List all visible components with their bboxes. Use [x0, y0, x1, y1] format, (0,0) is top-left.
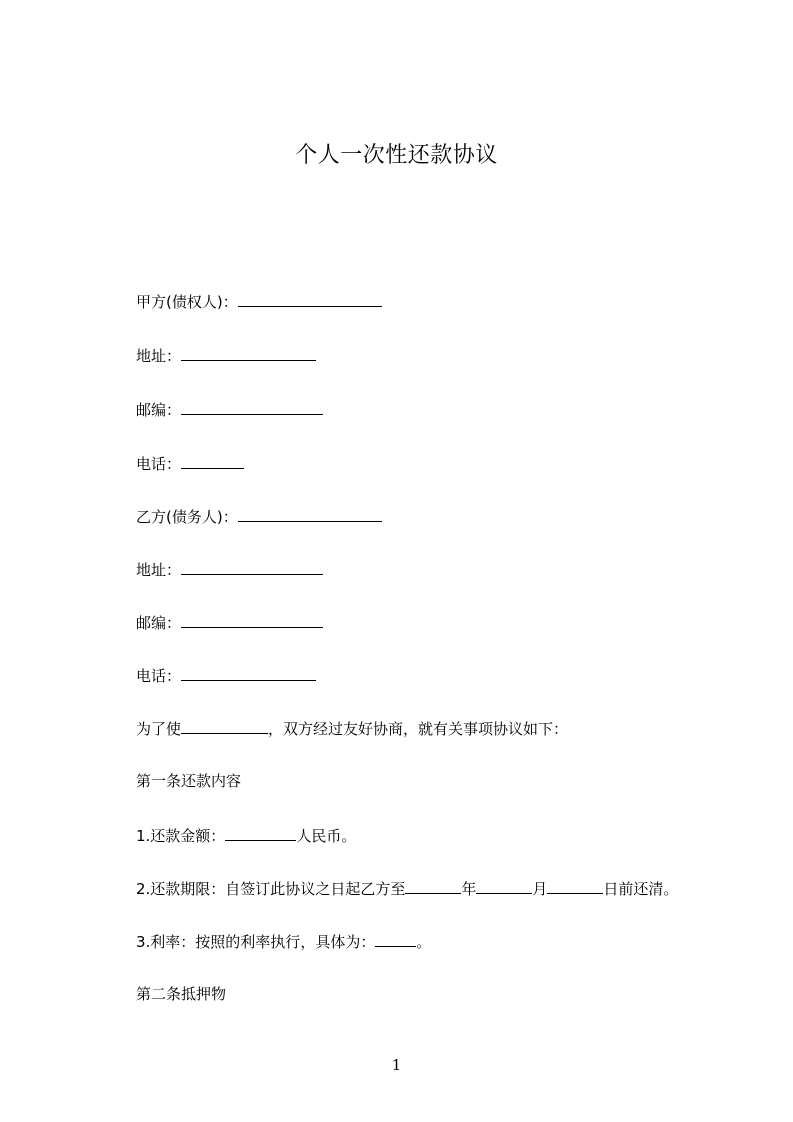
clause-1-after: 人民币。	[296, 827, 357, 845]
party-a-postcode-blank	[181, 399, 323, 415]
page-number: 1	[391, 1056, 402, 1074]
article-1-heading: 第一条还款内容	[136, 772, 242, 790]
preamble-after: ，双方经过友好协商，就有关事项协议如下：	[268, 720, 569, 738]
party-a-address-blank	[181, 345, 316, 361]
deadline-day-blank	[547, 878, 603, 894]
party-b-phone-line	[136, 665, 316, 686]
party-a-label: 甲方(债权人)：	[136, 293, 238, 311]
party-a-phone-line	[136, 453, 244, 474]
preamble-purpose-blank	[181, 718, 268, 734]
party-b-label: 乙方(债务人)：	[136, 508, 238, 526]
party-b-address-blank	[181, 559, 323, 575]
party-a-phone-label: 电话：	[136, 455, 182, 473]
clause-1-before: 1.还款金额：	[136, 827, 226, 845]
clause-2-after: 日前还清。	[603, 880, 679, 898]
party-a-blank	[238, 291, 382, 307]
deadline-year-blank	[405, 878, 461, 894]
document-title: 个人一次性还款协议	[295, 143, 498, 168]
preamble-before: 为了使	[136, 720, 182, 738]
party-a-postcode-line	[136, 399, 323, 420]
party-b-line	[136, 506, 382, 527]
party-a-address-line	[136, 345, 316, 366]
party-b-address-line	[136, 559, 323, 580]
party-a-address-label: 地址：	[136, 347, 182, 365]
party-b-postcode-line	[136, 612, 323, 633]
interest-rate-blank	[375, 931, 416, 947]
party-a-postcode-label: 邮编：	[136, 401, 182, 419]
party-a-line	[136, 291, 382, 312]
party-a-phone-blank	[181, 453, 244, 469]
party-b-blank	[238, 506, 382, 522]
repayment-amount-blank	[225, 825, 296, 841]
clause-2-year: 年	[461, 880, 477, 898]
clause-2-before: 2.还款期限：自签订此协议之日起乙方至	[136, 880, 406, 898]
clause-2-month: 月	[532, 880, 548, 898]
clause-2-line	[136, 878, 678, 899]
clause-3-line	[136, 931, 431, 952]
party-b-address-label: 地址：	[136, 561, 182, 579]
party-b-postcode-blank	[181, 612, 323, 628]
clause-1-line	[136, 825, 356, 846]
clause-3-before: 3.利率：按照的利率执行，具体为：	[136, 933, 376, 951]
party-b-phone-label: 电话：	[136, 667, 182, 685]
article-2-heading: 第二条抵押物	[136, 985, 227, 1003]
deadline-month-blank	[476, 878, 532, 894]
preamble-line	[136, 718, 568, 739]
clause-3-after: 。	[416, 933, 432, 951]
party-b-phone-blank	[181, 665, 316, 681]
party-b-postcode-label: 邮编：	[136, 614, 182, 632]
